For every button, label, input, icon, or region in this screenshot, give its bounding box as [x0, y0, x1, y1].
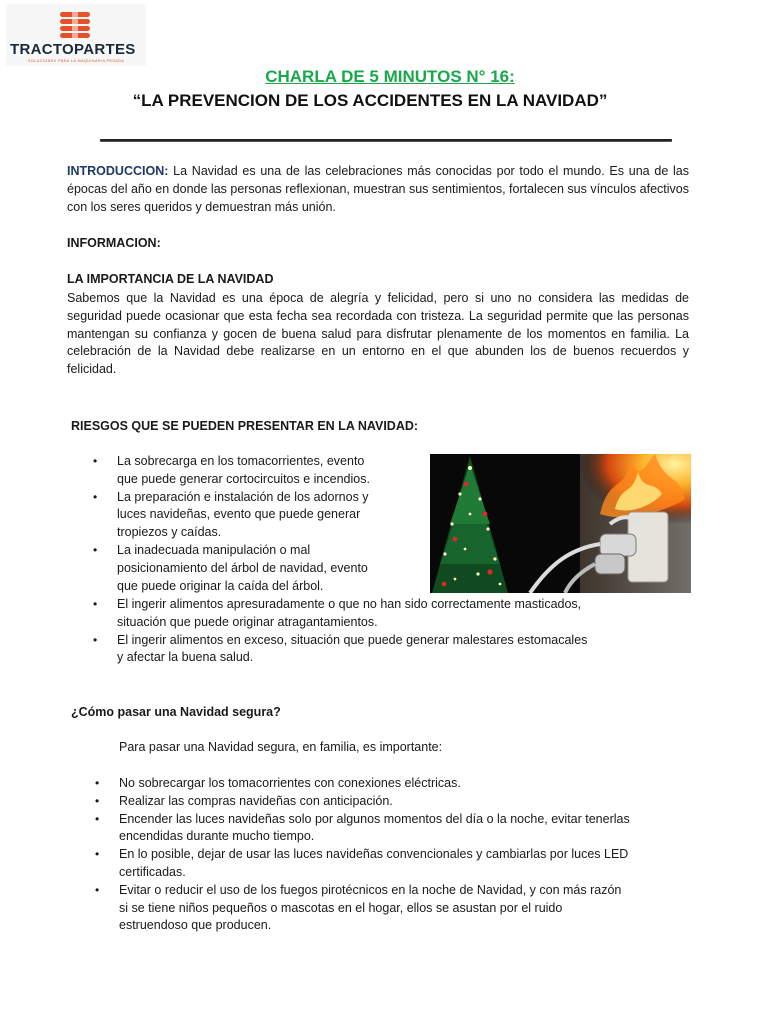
list-item: • Realizar las compras navideñas con anticipación. — [69, 793, 709, 811]
intro-text: La Navidad es una de las celebraciones más conocidas por todo el mundo. Es una de las épocas del año en donde las personas reflexionan, muestran sus sentimientos, fortalecen sus vínculos afectivos con los seres queridos y demuestran más unión. — [67, 164, 689, 214]
list-item: • La preparación e instalación de los adornos y luces navideñas, evento que puede generar tropiezos y caídas. — [67, 489, 427, 542]
information-heading: INFORMACION: — [67, 236, 161, 250]
list-item: • El ingerir alimentos apresuradamente o que no han sido correctamente masticados, situación que puede originar atragantamientos. — [67, 596, 707, 632]
talk-number-title: CHARLA DE 5 MINUTOS N° 16: — [265, 67, 515, 86]
company-logo — [6, 4, 146, 66]
list-item: • En lo posible, dejar de usar las luces navideñas convencionales y cambiarlas por luces LED certificadas. — [69, 846, 709, 882]
list-item: • La sobrecarga en los tomacorrientes, evento que puede generar cortocircuitos e incendios. — [67, 453, 427, 489]
safe-christmas-intro: Para pasar una Navidad segura, en familia, es importante: — [119, 740, 443, 754]
logo-name: TRACTOPARTES — [10, 41, 136, 58]
list-item: • El ingerir alimentos en exceso, situación que puede generar malestares estomacales y afectar la buena salud. — [67, 632, 707, 668]
safe-christmas-heading: ¿Cómo pasar una Navidad segura? — [71, 705, 281, 719]
christmas-fire-photo — [430, 454, 691, 593]
list-item: • La inadecuada manipulación o mal posicionamiento del árbol de navidad, evento que puede originar la caída del árbol. — [67, 542, 427, 595]
list-item: • Encender las luces navideñas solo por algunos momentos del día o la noche, evitar tenerlas encendidas durante mucho tiempo. — [69, 811, 709, 847]
risks-list-wide — [67, 596, 707, 667]
title-divider — [100, 139, 672, 142]
importance-subheading: LA IMPORTANCIA DE LA NAVIDAD — [67, 272, 274, 286]
importance-paragraph: Sabemos que la Navidad es una época de alegría y felicidad, pero si uno no considera las medidas de seguridad puede ocasionar que esta fecha sea recordada con tristeza. La seguridad permite que las personas mantengan su confianza y gocen de buena salud para disfrutar plenamente de los momentos en familia. La celebración de la Navidad debe realizarse en un entorno en el que abunden los de buenos recuerdos y felicidad. — [67, 291, 689, 377]
risks-list-narrow — [67, 453, 427, 595]
list-item: • Evitar o reducir el uso de los fuegos pirotécnicos en la noche de Navidad, y con más razón si se tiene niños pequeños o mascotas en el hogar, ellos se asustan por el ruido estruendoso que producen. — [69, 882, 709, 935]
christmas-tree-outlet-fire-illustration — [430, 454, 691, 593]
list-item: • No sobrecargar los tomacorrientes con conexiones eléctricas. — [69, 775, 709, 793]
risks-heading: RIESGOS QUE SE PUEDEN PRESENTAR EN LA NAVIDAD: — [71, 419, 419, 433]
talk-main-title: “LA PREVENCION DE LOS ACCIDENTES EN LA NAVIDAD” — [132, 91, 608, 110]
safe-christmas-list — [69, 775, 709, 935]
logo-tagline: SOLUCIONES PARA LA MAQUINARIA PESADA — [28, 59, 125, 63]
intro-paragraph — [67, 163, 689, 216]
intro-label: INTRODUCCION: — [67, 164, 169, 178]
logo-mark-icon — [58, 10, 92, 44]
